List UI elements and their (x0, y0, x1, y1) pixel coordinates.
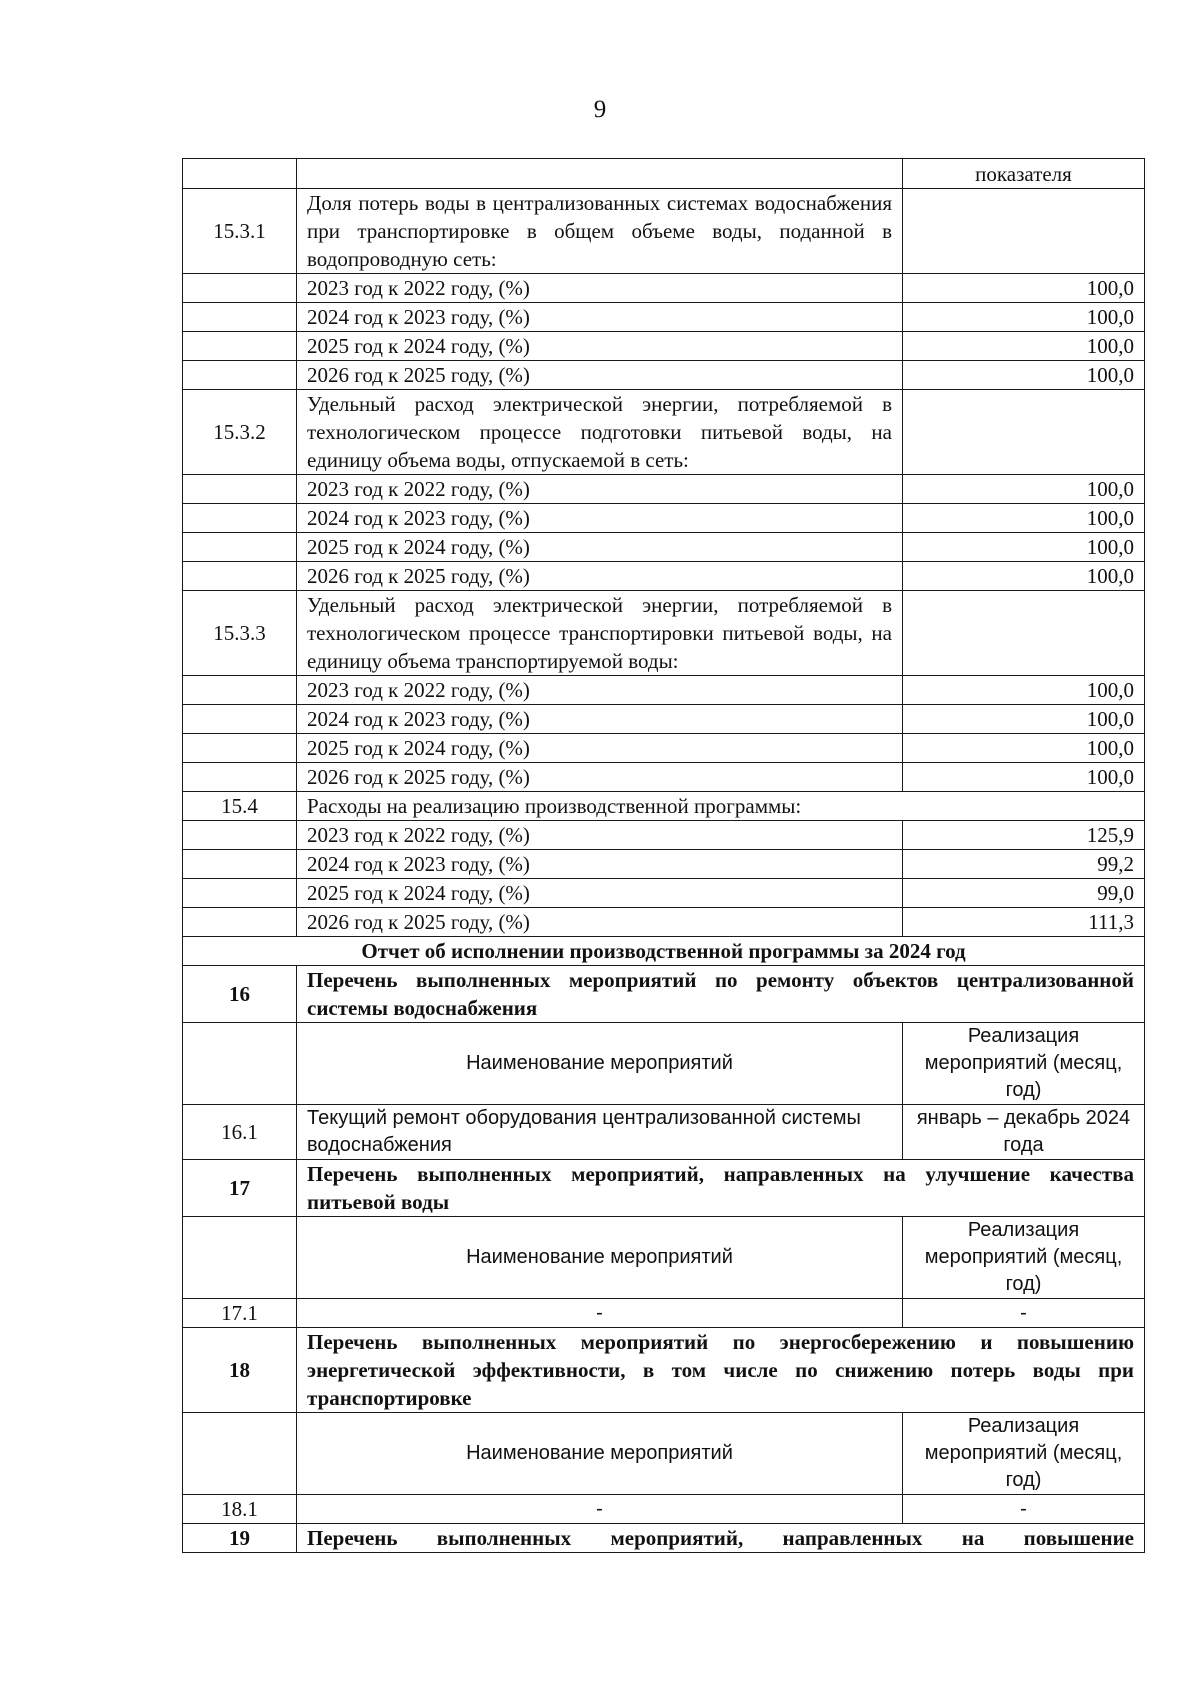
indicator-value-row (183, 361, 1145, 390)
indicator-title: Расходы на реализацию производственной программы: (297, 792, 1145, 821)
indicator-sub-num-empty (183, 676, 297, 705)
indicators-table (182, 158, 1145, 1553)
report-title: Отчет об исполнении производственной программы за 2024 год (183, 937, 1145, 966)
indicator-number: 15.4 (183, 792, 297, 821)
header-row (183, 159, 1145, 189)
indicator-title-row (183, 390, 1145, 475)
section-title-row (183, 1328, 1145, 1413)
indicator-period-label: 2025 год к 2024 году, (%) (297, 879, 903, 908)
indicator-title: Удельный расход электрической энергии, потребляемой в технологическом процессе подготовки питьевой воды, на единицу объема воды, отпускаемой в сеть: (297, 390, 903, 475)
indicator-value: 99,0 (903, 879, 1145, 908)
indicator-sub-num-empty (183, 533, 297, 562)
indicator-value: 100,0 (903, 562, 1145, 591)
indicator-value-row (183, 303, 1145, 332)
section-title: Перечень выполненных мероприятий, направленных на повышение (297, 1524, 1145, 1553)
section-item-row (183, 1495, 1145, 1524)
section-col-empty (183, 1023, 297, 1105)
indicator-period-label: 2024 год к 2023 году, (%) (297, 705, 903, 734)
indicator-value: 100,0 (903, 274, 1145, 303)
section-title: Перечень выполненных мероприятий по энергосбережению и повышению энергетической эффективности, в том числе по снижению потерь воды при транспортировке (297, 1328, 1145, 1413)
section-title-row (183, 966, 1145, 1023)
header-text-cell (297, 159, 903, 189)
indicator-sub-num-empty (183, 705, 297, 734)
indicator-value-empty (903, 189, 1145, 274)
section-item-row (183, 1105, 1145, 1160)
indicator-sub-num-empty (183, 763, 297, 792)
indicator-value: 100,0 (903, 763, 1145, 792)
indicator-sub-num-empty (183, 303, 297, 332)
indicator-value: 125,9 (903, 821, 1145, 850)
indicator-value: 100,0 (903, 475, 1145, 504)
indicator-period-label: 2026 год к 2025 году, (%) (297, 361, 903, 390)
header-value-cell: показателя (903, 159, 1145, 189)
column-impl-header: Реализация мероприятий (месяц, год) (903, 1413, 1145, 1495)
section-number: 17 (183, 1160, 297, 1217)
section-item-row (183, 1299, 1145, 1328)
item-name: - (297, 1495, 903, 1524)
section-number: 19 (183, 1524, 297, 1553)
section-number: 16 (183, 966, 297, 1023)
indicator-period-label: 2025 год к 2024 году, (%) (297, 332, 903, 361)
indicator-value: 100,0 (903, 303, 1145, 332)
indicator-sub-num-empty (183, 475, 297, 504)
section-title-row (183, 1524, 1145, 1553)
indicator-value-row (183, 879, 1145, 908)
indicator-sub-num-empty (183, 274, 297, 303)
section-title-row (183, 1160, 1145, 1217)
indicator-value: 100,0 (903, 705, 1145, 734)
indicator-sub-num-empty (183, 504, 297, 533)
indicator-sub-num-empty (183, 879, 297, 908)
section-col-empty (183, 1413, 297, 1495)
indicator-value: 100,0 (903, 504, 1145, 533)
indicator-value-row (183, 821, 1145, 850)
indicator-period-label: 2026 год к 2025 году, (%) (297, 908, 903, 937)
indicator-value: 100,0 (903, 361, 1145, 390)
indicator-period-label: 2023 год к 2022 году, (%) (297, 274, 903, 303)
indicator-period-label: 2025 год к 2024 году, (%) (297, 734, 903, 763)
section-columns-row (183, 1413, 1145, 1495)
indicator-value-row (183, 562, 1145, 591)
indicator-sub-num-empty (183, 361, 297, 390)
item-implementation: январь – декабрь 2024 года (903, 1105, 1145, 1160)
indicator-value: 100,0 (903, 676, 1145, 705)
indicator-value-empty (903, 591, 1145, 676)
indicator-sub-num-empty (183, 562, 297, 591)
indicator-title: Удельный расход электрической энергии, потребляемой в технологическом процессе транспортировки питьевой воды, на единицу объема транспортируемой воды: (297, 591, 903, 676)
column-name-header: Наименование мероприятий (297, 1217, 903, 1299)
indicator-value: 111,3 (903, 908, 1145, 937)
section-col-empty (183, 1217, 297, 1299)
indicator-value-row (183, 734, 1145, 763)
indicator-period-label: 2024 год к 2023 году, (%) (297, 303, 903, 332)
indicator-value: 100,0 (903, 332, 1145, 361)
indicator-value-row (183, 676, 1145, 705)
indicator-period-label: 2023 год к 2022 году, (%) (297, 676, 903, 705)
item-number: 18.1 (183, 1495, 297, 1524)
indicator-period-label: 2024 год к 2023 году, (%) (297, 850, 903, 879)
column-name-header: Наименование мероприятий (297, 1023, 903, 1105)
section-columns-row (183, 1217, 1145, 1299)
indicator-value: 99,2 (903, 850, 1145, 879)
item-implementation: - (903, 1299, 1145, 1328)
indicator-title-row (183, 591, 1145, 676)
indicator-value-row (183, 850, 1145, 879)
item-implementation: - (903, 1495, 1145, 1524)
indicator-value: 100,0 (903, 734, 1145, 763)
indicator-value-row (183, 504, 1145, 533)
indicator-value-row (183, 533, 1145, 562)
item-number: 16.1 (183, 1105, 297, 1160)
section-title: Перечень выполненных мероприятий по ремонту объектов централизованной системы водоснабжения (297, 966, 1145, 1023)
page-number: 9 (593, 96, 607, 123)
indicator-title-row (183, 189, 1145, 274)
indicator-value-row (183, 475, 1145, 504)
indicator-period-label: 2026 год к 2025 году, (%) (297, 763, 903, 792)
indicator-sub-num-empty (183, 908, 297, 937)
indicator-sub-num-empty (183, 821, 297, 850)
indicator-sub-num-empty (183, 850, 297, 879)
indicator-value-row (183, 274, 1145, 303)
header-num-cell (183, 159, 297, 189)
indicator-title: Доля потерь воды в централизованных системах водоснабжения при транспортировке в общем объеме воды, поданной в водопроводную сеть: (297, 189, 903, 274)
column-impl-header: Реализация мероприятий (месяц, год) (903, 1023, 1145, 1105)
section-columns-row (183, 1023, 1145, 1105)
column-name-header: Наименование мероприятий (297, 1413, 903, 1495)
indicator-sub-num-empty (183, 734, 297, 763)
indicator-number: 15.3.1 (183, 189, 297, 274)
indicator-number: 15.3.3 (183, 591, 297, 676)
indicator-value-row (183, 705, 1145, 734)
section-number: 18 (183, 1328, 297, 1413)
indicator-value-row (183, 332, 1145, 361)
indicator-value-row (183, 908, 1145, 937)
indicator-value: 100,0 (903, 533, 1145, 562)
indicator-value-empty (903, 390, 1145, 475)
item-name: Текущий ремонт оборудования централизованной системы водоснабжения (297, 1105, 903, 1160)
indicator-period-label: 2023 год к 2022 году, (%) (297, 475, 903, 504)
column-impl-header: Реализация мероприятий (месяц, год) (903, 1217, 1145, 1299)
indicator-period-label: 2024 год к 2023 году, (%) (297, 504, 903, 533)
indicator-period-label: 2025 год к 2024 году, (%) (297, 533, 903, 562)
indicator-title-row (183, 792, 1145, 821)
report-title-row (183, 937, 1145, 966)
indicator-number: 15.3.2 (183, 390, 297, 475)
indicator-sub-num-empty (183, 332, 297, 361)
item-number: 17.1 (183, 1299, 297, 1328)
indicator-period-label: 2026 год к 2025 году, (%) (297, 562, 903, 591)
indicator-period-label: 2023 год к 2022 году, (%) (297, 821, 903, 850)
indicator-value-row (183, 763, 1145, 792)
section-title: Перечень выполненных мероприятий, направленных на улучшение качества питьевой воды (297, 1160, 1145, 1217)
item-name: - (297, 1299, 903, 1328)
